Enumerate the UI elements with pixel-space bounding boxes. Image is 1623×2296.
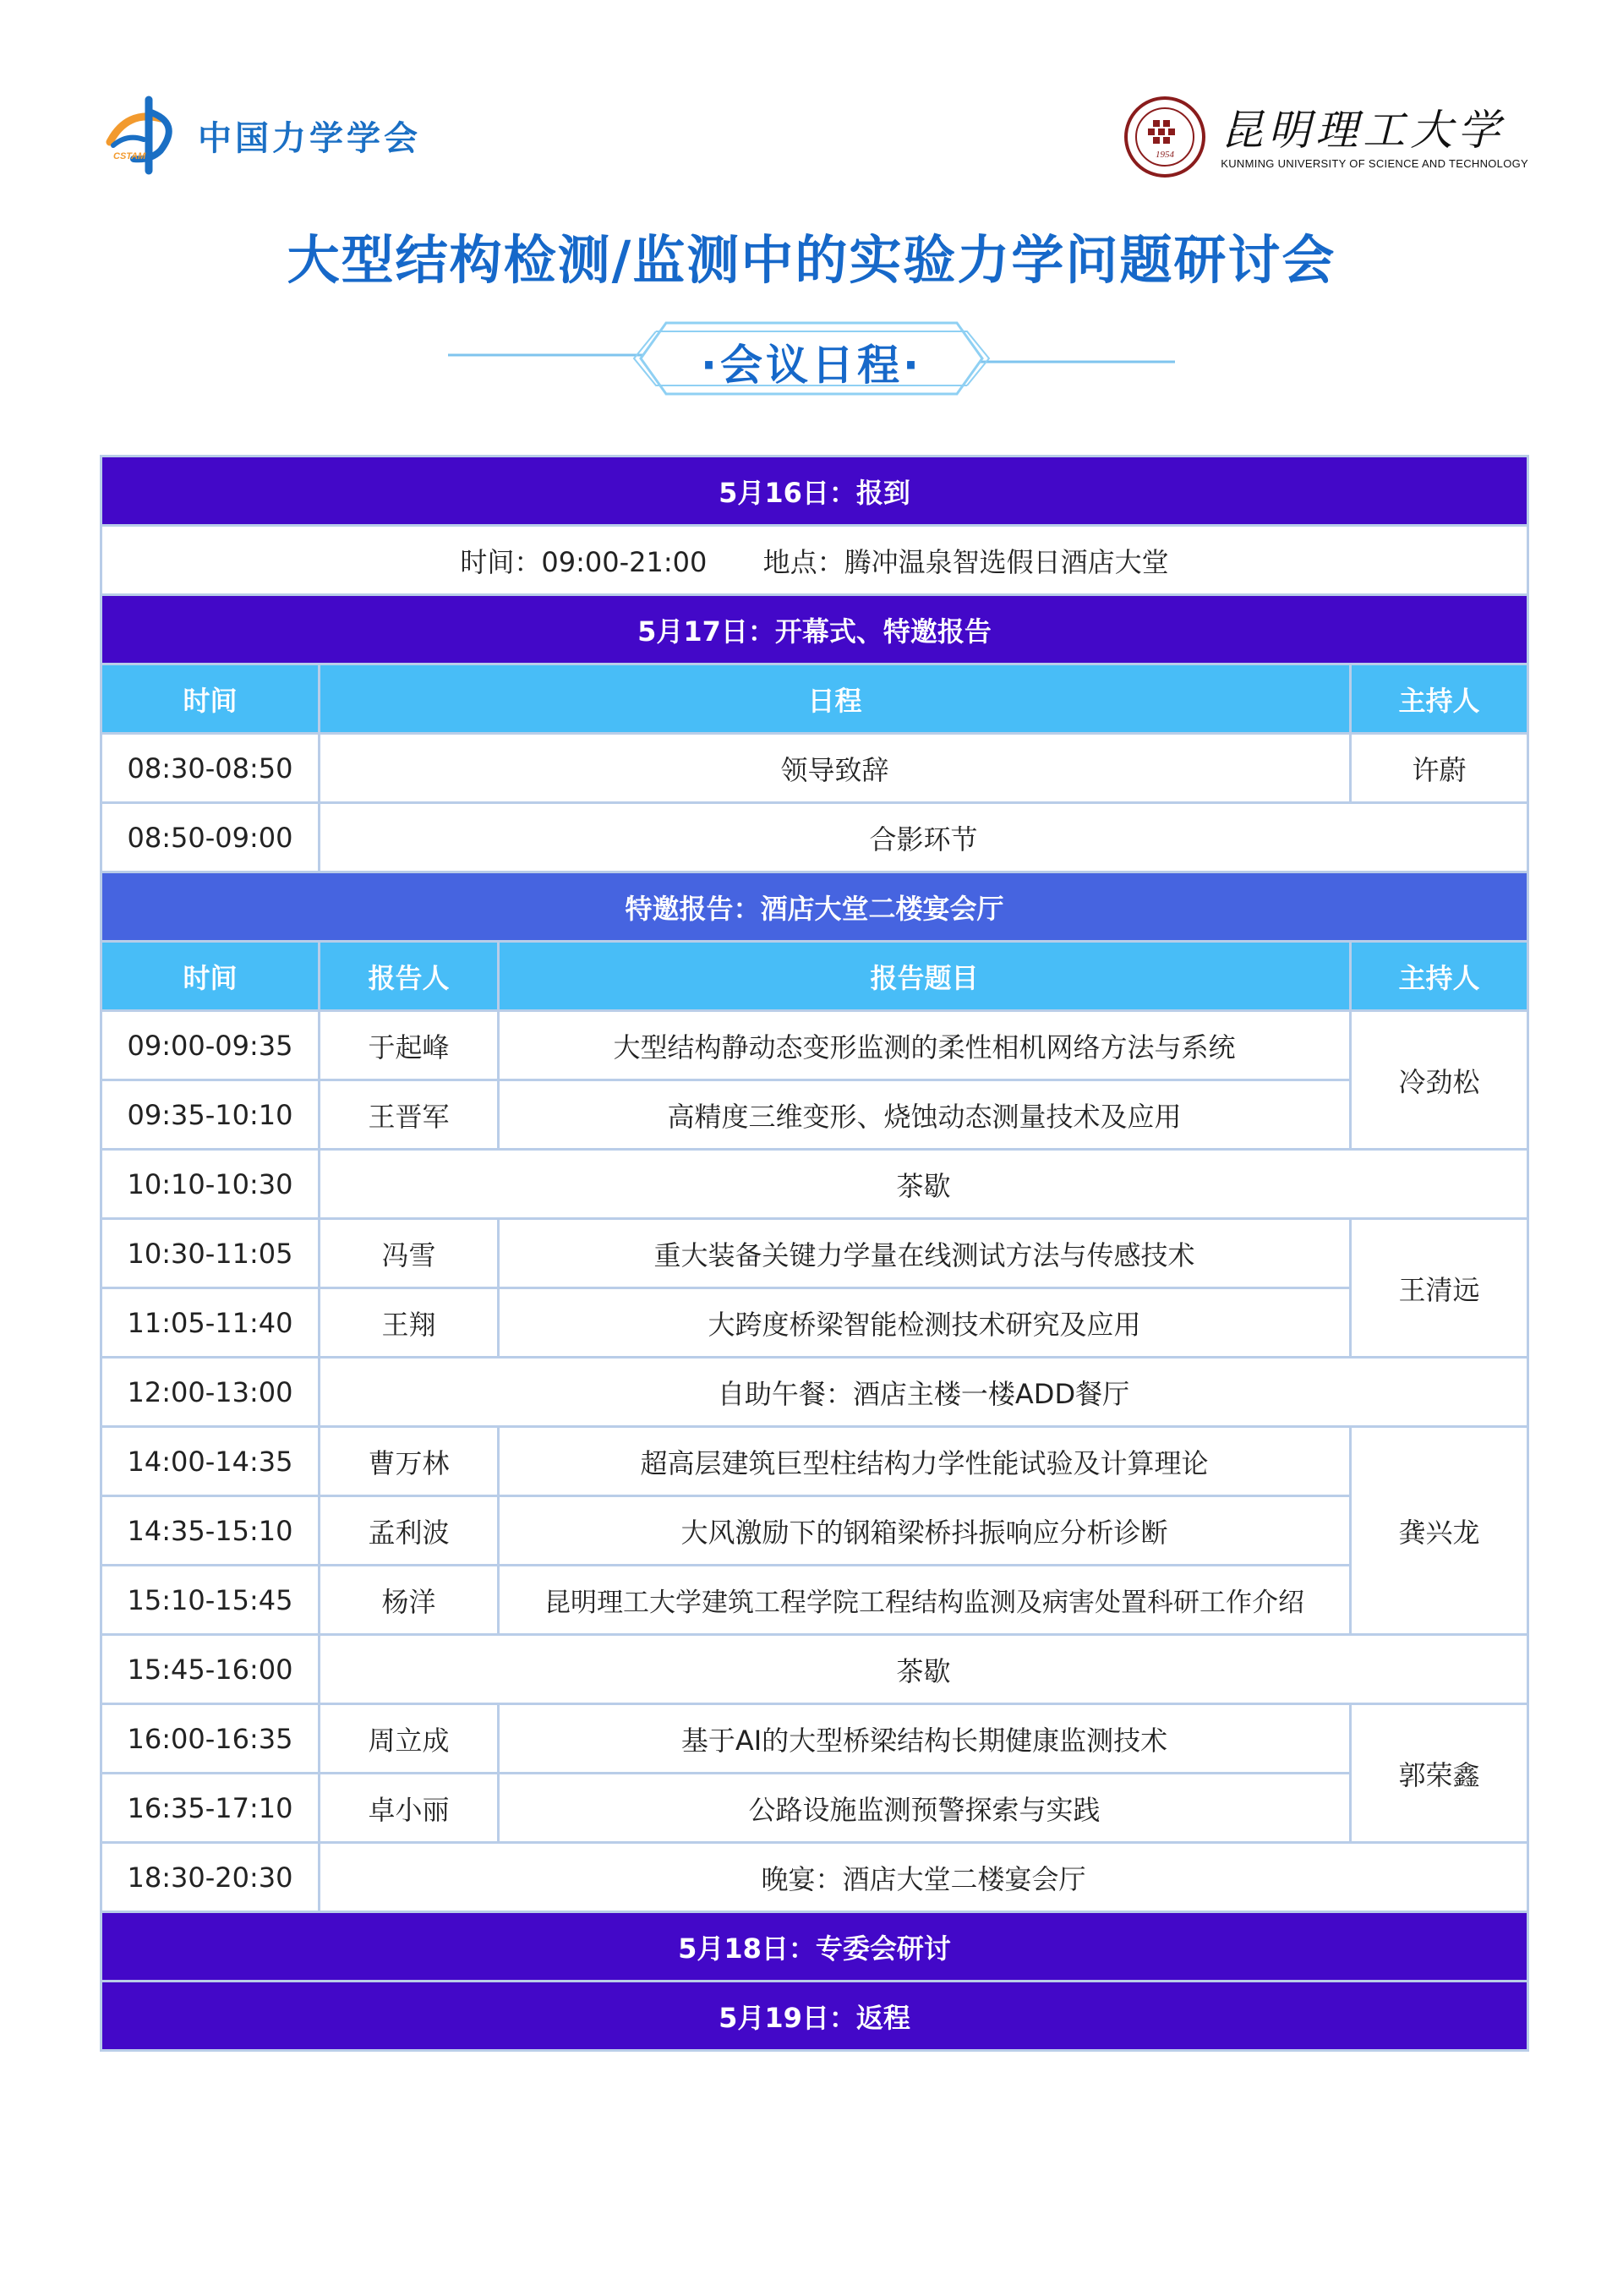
speaker-cell: 冯雪 — [320, 1219, 499, 1288]
svg-text:CSTAM: CSTAM — [113, 151, 146, 161]
column-header: 报告人 — [320, 942, 499, 1011]
time-cell: 14:00-14:35 — [101, 1427, 320, 1496]
conference-title: 大型结构检测/监测中的实验力学问题研讨会 — [287, 229, 1336, 291]
table-row — [101, 1150, 1528, 1219]
speaker-cell: 王翔 — [320, 1288, 499, 1358]
section-header — [101, 872, 1528, 942]
table-row — [101, 1704, 1528, 1774]
speaker-cell: 曹万林 — [320, 1427, 499, 1496]
agenda-banner: ·会议日程· — [701, 341, 922, 390]
host-cell: 许蔚 — [1351, 734, 1528, 803]
table-row — [101, 1635, 1528, 1704]
svg-text:1954: 1954 — [1156, 150, 1175, 160]
event-cell: 茶歇 — [320, 1635, 1528, 1704]
day1-time: 时间：09:00-21:00 — [460, 545, 708, 578]
column-header: 报告题目 — [499, 942, 1351, 1011]
host-cell: 冷劲松 — [1351, 1011, 1528, 1150]
time-cell: 15:10-15:45 — [101, 1566, 320, 1635]
day-header — [101, 456, 1528, 526]
day-header — [101, 595, 1528, 664]
event-cell: 晚宴：酒店大堂二楼宴会厅 — [320, 1843, 1528, 1912]
speaker-cell: 于起峰 — [320, 1011, 499, 1080]
time-cell: 10:10-10:30 — [101, 1150, 320, 1219]
time-cell: 11:05-11:40 — [101, 1288, 320, 1358]
column-header: 主持人 — [1351, 942, 1528, 1011]
day2-title: 5月17日：开幕式、特邀报告 — [101, 595, 1528, 664]
time-cell: 10:30-11:05 — [101, 1219, 320, 1288]
table-row — [101, 1288, 1528, 1358]
topic-cell: 高精度三维变形、烧蚀动态测量技术及应用 — [499, 1080, 1351, 1150]
table-row — [101, 1427, 1528, 1496]
table-row — [101, 1774, 1528, 1843]
time-cell: 18:30-20:30 — [101, 1843, 320, 1912]
table-row — [101, 803, 1528, 872]
cstam-name: 中国力学学会 — [198, 118, 421, 158]
topic-cell: 大型结构静动态变形监测的柔性相机网络方法与系统 — [499, 1011, 1351, 1080]
schedule-table — [100, 455, 1529, 2052]
opening-column-headers — [101, 664, 1528, 734]
time-cell: 16:00-16:35 — [101, 1704, 320, 1774]
topic-cell: 大跨度桥梁智能检测技术研究及应用 — [499, 1288, 1351, 1358]
time-cell: 08:50-09:00 — [101, 803, 320, 872]
host-cell: 郭荣鑫 — [1351, 1704, 1528, 1843]
topic-cell: 重大装备关键力学量在线测试方法与传感技术 — [499, 1219, 1351, 1288]
table-row — [101, 1843, 1528, 1912]
topic-cell: 公路设施监测预警探索与实践 — [499, 1774, 1351, 1843]
topic-cell: 基于AI的大型桥梁结构长期健康监测技术 — [499, 1704, 1351, 1774]
table-row — [101, 1496, 1528, 1566]
column-header: 日程 — [320, 664, 1351, 734]
column-header: 主持人 — [1351, 664, 1528, 734]
time-cell: 09:35-10:10 — [101, 1080, 320, 1150]
report-column-headers — [101, 942, 1528, 1011]
host-cell: 龚兴龙 — [1351, 1427, 1528, 1635]
kust-logo — [1123, 95, 1528, 179]
topic-cell: 超高层建筑巨型柱结构力学性能试验及计算理论 — [499, 1427, 1351, 1496]
day1-place: 地点：腾冲温泉智选假日酒店大堂 — [762, 545, 1169, 578]
agenda-cell: 领导致辞 — [320, 734, 1351, 803]
time-cell: 16:35-17:10 — [101, 1774, 320, 1843]
speaker-cell: 周立成 — [320, 1704, 499, 1774]
time-cell: 14:35-15:10 — [101, 1496, 320, 1566]
time-cell: 15:45-16:00 — [101, 1635, 320, 1704]
event-cell: 茶歇 — [320, 1150, 1528, 1219]
time-cell: 09:00-09:35 — [101, 1011, 320, 1080]
day3-title: 5月18日：专委会研讨 — [101, 1912, 1528, 1982]
speaker-cell: 王晋军 — [320, 1080, 499, 1150]
table-row — [101, 1358, 1528, 1427]
agenda-cell: 合影环节 — [320, 803, 1528, 872]
speaker-cell: 卓小丽 — [320, 1774, 499, 1843]
table-row — [101, 1566, 1528, 1635]
day-header — [101, 1912, 1528, 1982]
table-row — [101, 1011, 1528, 1080]
report-section-title: 特邀报告：酒店大堂二楼宴会厅 — [101, 872, 1528, 942]
university-name-en: KUNMING UNIVERSITY OF SCIENCE AND TECHNOLOGY — [1221, 156, 1528, 170]
table-row — [101, 1219, 1528, 1288]
cstam-logo — [101, 93, 421, 178]
event-cell: 自助午餐：酒店主楼一楼ADD餐厅 — [320, 1358, 1528, 1427]
day1-info-row — [101, 526, 1528, 595]
time-cell: 12:00-13:00 — [101, 1358, 320, 1427]
column-header: 时间 — [101, 942, 320, 1011]
host-cell: 王清远 — [1351, 1219, 1528, 1358]
topic-cell: 昆明理工大学建筑工程学院工程结构监测及病害处置科研工作介绍 — [499, 1566, 1351, 1635]
table-row — [101, 1080, 1528, 1150]
column-header: 时间 — [101, 664, 320, 734]
table-row — [101, 734, 1528, 803]
topic-cell: 大风激励下的钢箱梁桥抖振响应分析诊断 — [499, 1496, 1351, 1566]
university-seal-icon — [1123, 95, 1207, 179]
speaker-cell: 孟利波 — [320, 1496, 499, 1566]
day4-title: 5月19日：返程 — [101, 1982, 1528, 2051]
university-name-cn: 昆明理工大学 — [1221, 105, 1506, 155]
day1-title: 5月16日：报到 — [101, 456, 1528, 526]
speaker-cell: 杨洋 — [320, 1566, 499, 1635]
time-cell: 08:30-08:50 — [101, 734, 320, 803]
cstam-emblem-icon — [101, 93, 186, 178]
day-header — [101, 1982, 1528, 2051]
